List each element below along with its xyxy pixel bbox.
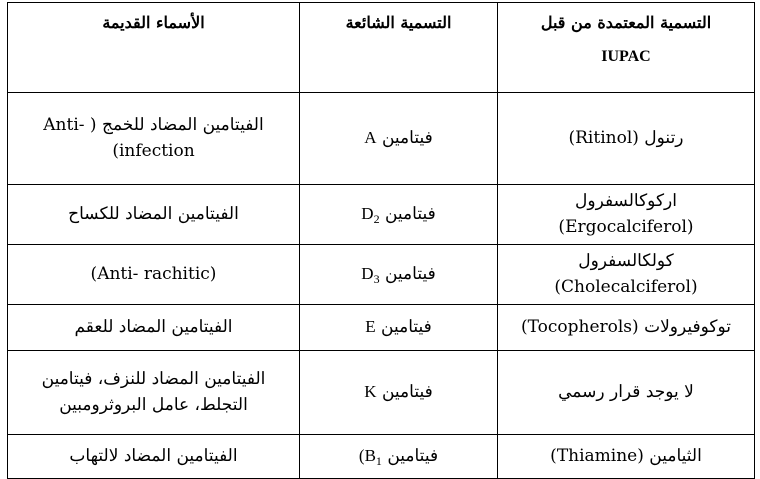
cell-common-letter: K: [364, 382, 377, 402]
vitamin-names-table-container: [7, 2, 754, 468]
cell-common-arabic: فيتامين: [381, 317, 432, 338]
cell-old: الفيتامين المضاد للكساح: [8, 185, 300, 245]
cell-common: [300, 305, 498, 351]
cell-iupac: كولكالسفرول (Cholecalciferol): [498, 245, 755, 305]
cell-iupac: الثيامين (Thiamine): [498, 435, 755, 479]
table-header-row: [8, 3, 755, 93]
cell-common-subscript: 3: [373, 272, 380, 286]
cell-iupac: لا يوجد قرار رسمي: [498, 351, 755, 435]
cell-common: [300, 93, 498, 185]
cell-common-arabic: فيتامين: [381, 382, 433, 403]
cell-iupac: اركوكالسفرول (Ergocalciferol): [498, 185, 755, 245]
header-old-names: الأسماء القديمة: [8, 3, 300, 93]
header-iupac-name: [498, 3, 755, 93]
vitamin-names-table: [7, 2, 755, 479]
cell-common-letter: $D_2$: [361, 204, 380, 226]
cell-old: الفيتامين المضاد للعقم: [8, 305, 300, 351]
table-row: [8, 93, 755, 185]
cell-common-letter: E: [365, 317, 376, 337]
cell-iupac: رتنول (Ritinol): [498, 93, 755, 185]
cell-common-letter: ($B_1$: [358, 446, 382, 468]
header-common-name: التسمية الشائعة: [300, 3, 498, 93]
table-row: [8, 435, 755, 479]
cell-common-subscript: 2: [373, 212, 380, 226]
header-iupac-line2: IUPAC: [601, 48, 651, 65]
cell-common-arabic: فيتامين: [384, 264, 436, 284]
cell-common-arabic: فيتامين: [384, 204, 436, 224]
table-row: [8, 185, 755, 245]
cell-old: (Anti- rachitic): [8, 245, 300, 305]
cell-iupac: توكوفيرولات (Tocopherols): [498, 305, 755, 351]
cell-common-letter: A: [364, 128, 377, 148]
cell-common-arabic: فيتامين: [387, 446, 439, 466]
table-row: [8, 245, 755, 305]
cell-common: [300, 185, 498, 245]
cell-common-arabic: فيتامين: [381, 128, 433, 149]
cell-common: [300, 245, 498, 305]
cell-common-subscript: 1: [375, 454, 382, 468]
cell-common-letter: $D_3$: [361, 264, 380, 286]
cell-common: [300, 351, 498, 435]
header-iupac-line1: التسمية المعتمدة من قبل: [540, 13, 712, 32]
cell-old: الفيتامين المضاد للنزف، فيتامين التجلط، عامل البروثرومبين: [8, 351, 300, 435]
cell-old: الفيتامين المضاد للخمج ( -Anti infection): [8, 93, 300, 185]
table-row: [8, 351, 755, 435]
cell-common: [300, 435, 498, 479]
cell-old: الفيتامين المضاد لالتهاب: [8, 435, 300, 479]
table-row: [8, 305, 755, 351]
